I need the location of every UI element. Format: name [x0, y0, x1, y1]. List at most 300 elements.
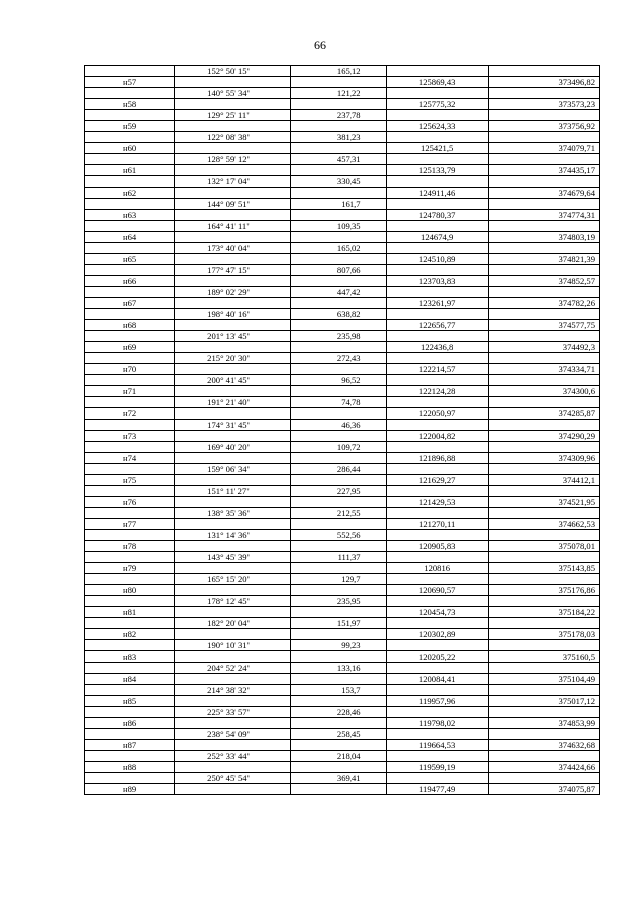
empty-cell	[175, 629, 291, 640]
empty-cell	[291, 651, 386, 662]
distance-cell: 109,35	[291, 220, 386, 231]
direction-angle-cell: 132° 17' 04"	[175, 176, 291, 187]
distance-cell: 218,04	[291, 750, 386, 761]
direction-angle-cell: 201° 13' 45"	[175, 331, 291, 342]
x-coordinate-cell: 125869,43	[386, 77, 488, 88]
empty-cell	[488, 154, 599, 165]
measurement-row	[85, 574, 600, 585]
empty-cell	[175, 209, 291, 220]
point-row	[85, 651, 600, 662]
y-coordinate-cell: 374300,6	[488, 386, 599, 397]
empty-cell	[175, 430, 291, 441]
point-name-cell: н73	[85, 430, 175, 441]
empty-cell	[488, 441, 599, 452]
empty-cell	[175, 165, 291, 176]
point-row	[85, 695, 600, 706]
direction-angle-cell: 131° 14' 36"	[175, 529, 291, 540]
y-coordinate-cell: 375184,22	[488, 607, 599, 618]
distance-cell: 212,55	[291, 507, 386, 518]
empty-cell	[175, 342, 291, 353]
y-coordinate-cell: 375017,12	[488, 695, 599, 706]
point-row	[85, 518, 600, 529]
y-coordinate-cell: 374285,87	[488, 408, 599, 419]
distance-cell: 99,23	[291, 640, 386, 651]
empty-cell	[386, 397, 488, 408]
empty-cell	[85, 552, 175, 563]
empty-cell	[175, 408, 291, 419]
empty-cell	[175, 496, 291, 507]
empty-cell	[386, 220, 488, 231]
empty-cell	[488, 397, 599, 408]
empty-cell	[386, 507, 488, 518]
empty-cell	[175, 541, 291, 552]
point-row	[85, 629, 600, 640]
empty-cell	[85, 176, 175, 187]
empty-cell	[85, 463, 175, 474]
measurement-row	[85, 397, 600, 408]
direction-angle-cell: 189° 02' 29"	[175, 286, 291, 297]
point-name-cell: н77	[85, 518, 175, 529]
measurement-row	[85, 242, 600, 253]
x-coordinate-cell: 119798,02	[386, 717, 488, 728]
measurement-row	[85, 485, 600, 496]
empty-cell	[85, 507, 175, 518]
x-coordinate-cell: 123703,83	[386, 275, 488, 286]
empty-cell	[175, 143, 291, 154]
empty-cell	[488, 286, 599, 297]
direction-angle-cell: 143° 45' 39"	[175, 552, 291, 563]
empty-cell	[85, 684, 175, 695]
y-coordinate-cell: 375160,5	[488, 651, 599, 662]
empty-cell	[85, 441, 175, 452]
x-coordinate-cell: 122214,57	[386, 364, 488, 375]
empty-cell	[175, 253, 291, 264]
empty-cell	[386, 132, 488, 143]
point-name-cell: н61	[85, 165, 175, 176]
measurement-row	[85, 441, 600, 452]
empty-cell	[291, 430, 386, 441]
x-coordinate-cell: 125775,32	[386, 99, 488, 110]
x-coordinate-cell: 120690,57	[386, 585, 488, 596]
y-coordinate-cell: 374075,87	[488, 784, 599, 795]
empty-cell	[488, 596, 599, 607]
direction-angle-cell: 169° 40' 20"	[175, 441, 291, 452]
y-coordinate-cell: 373756,92	[488, 121, 599, 132]
empty-cell	[175, 452, 291, 463]
point-row	[85, 187, 600, 198]
empty-cell	[85, 375, 175, 386]
distance-cell: 109,72	[291, 441, 386, 452]
empty-cell	[291, 563, 386, 574]
x-coordinate-cell: 122004,82	[386, 430, 488, 441]
point-row	[85, 408, 600, 419]
distance-cell: 286,44	[291, 463, 386, 474]
empty-cell	[488, 88, 599, 99]
point-row	[85, 342, 600, 353]
empty-cell	[488, 552, 599, 563]
point-row	[85, 77, 600, 88]
empty-cell	[85, 198, 175, 209]
y-coordinate-cell: 374424,66	[488, 761, 599, 772]
point-row	[85, 452, 600, 463]
point-row	[85, 386, 600, 397]
y-coordinate-cell: 374079,71	[488, 143, 599, 154]
empty-cell	[488, 662, 599, 673]
direction-angle-cell: 178° 12' 45"	[175, 596, 291, 607]
empty-cell	[488, 309, 599, 320]
empty-cell	[386, 618, 488, 629]
y-coordinate-cell: 375104,49	[488, 673, 599, 684]
point-name-cell: н87	[85, 739, 175, 750]
point-name-cell: н86	[85, 717, 175, 728]
point-name-cell: н80	[85, 585, 175, 596]
x-coordinate-cell: 120302,89	[386, 629, 488, 640]
point-row	[85, 474, 600, 485]
direction-angle-cell: 204° 52' 24"	[175, 662, 291, 673]
empty-cell	[386, 176, 488, 187]
x-coordinate-cell: 121429,53	[386, 496, 488, 507]
distance-cell: 165,12	[291, 66, 386, 77]
y-coordinate-cell: 375176,86	[488, 585, 599, 596]
measurement-row	[85, 463, 600, 474]
measurement-row	[85, 88, 600, 99]
empty-cell	[291, 474, 386, 485]
empty-cell	[386, 773, 488, 784]
x-coordinate-cell: 121629,27	[386, 474, 488, 485]
empty-cell	[291, 541, 386, 552]
y-coordinate-cell: 374334,71	[488, 364, 599, 375]
x-coordinate-cell: 122656,77	[386, 320, 488, 331]
distance-cell: 111,37	[291, 552, 386, 563]
x-coordinate-cell: 124674,9	[386, 231, 488, 242]
empty-cell	[488, 419, 599, 430]
empty-cell	[386, 706, 488, 717]
y-coordinate-cell: 374821,39	[488, 253, 599, 264]
point-name-cell: н76	[85, 496, 175, 507]
empty-cell	[386, 66, 488, 77]
measurement-row	[85, 331, 600, 342]
point-name-cell: н82	[85, 629, 175, 640]
empty-cell	[488, 110, 599, 121]
distance-cell: 235,98	[291, 331, 386, 342]
measurement-row	[85, 773, 600, 784]
empty-cell	[85, 773, 175, 784]
empty-cell	[175, 563, 291, 574]
x-coordinate-cell: 125421,5	[386, 143, 488, 154]
measurement-row	[85, 529, 600, 540]
empty-cell	[85, 529, 175, 540]
point-name-cell: н68	[85, 320, 175, 331]
direction-angle-cell: 129° 25' 11"	[175, 110, 291, 121]
direction-angle-cell: 151° 11' 27"	[175, 485, 291, 496]
empty-cell	[386, 728, 488, 739]
empty-cell	[386, 375, 488, 386]
point-row	[85, 99, 600, 110]
y-coordinate-cell: 373496,82	[488, 77, 599, 88]
distance-cell: 457,31	[291, 154, 386, 165]
direction-angle-cell: 159° 06' 34"	[175, 463, 291, 474]
measurement-row	[85, 552, 600, 563]
point-row	[85, 541, 600, 552]
point-name-cell: н83	[85, 651, 175, 662]
empty-cell	[85, 309, 175, 320]
measurement-row	[85, 198, 600, 209]
empty-cell	[85, 286, 175, 297]
empty-cell	[291, 784, 386, 795]
measurement-row	[85, 176, 600, 187]
measurement-row	[85, 419, 600, 430]
page-number: 66	[314, 38, 326, 52]
empty-cell	[85, 662, 175, 673]
measurement-row	[85, 640, 600, 651]
empty-cell	[291, 297, 386, 308]
distance-cell: 447,42	[291, 286, 386, 297]
point-row	[85, 231, 600, 242]
x-coordinate-cell: 120454,73	[386, 607, 488, 618]
empty-cell	[488, 574, 599, 585]
measurement-row	[85, 309, 600, 320]
empty-cell	[175, 275, 291, 286]
empty-cell	[85, 574, 175, 585]
distance-cell: 129,7	[291, 574, 386, 585]
direction-angle-cell: 173° 40' 04"	[175, 242, 291, 253]
y-coordinate-cell: 374521,95	[488, 496, 599, 507]
empty-cell	[488, 728, 599, 739]
empty-cell	[291, 739, 386, 750]
x-coordinate-cell: 123261,97	[386, 297, 488, 308]
point-row	[85, 165, 600, 176]
empty-cell	[85, 132, 175, 143]
empty-cell	[386, 552, 488, 563]
direction-angle-cell: 250° 45' 54"	[175, 773, 291, 784]
empty-cell	[386, 574, 488, 585]
direction-angle-cell: 177° 47' 15"	[175, 264, 291, 275]
point-name-cell: н58	[85, 99, 175, 110]
distance-cell: 235,95	[291, 596, 386, 607]
empty-cell	[291, 364, 386, 375]
x-coordinate-cell: 119957,96	[386, 695, 488, 706]
empty-cell	[85, 750, 175, 761]
distance-cell: 121,22	[291, 88, 386, 99]
empty-cell	[175, 77, 291, 88]
empty-cell	[386, 419, 488, 430]
y-coordinate-cell: 374492,3	[488, 342, 599, 353]
empty-cell	[291, 209, 386, 220]
empty-cell	[386, 110, 488, 121]
point-row	[85, 739, 600, 750]
measurement-row	[85, 110, 600, 121]
empty-cell	[291, 99, 386, 110]
empty-cell	[488, 618, 599, 629]
y-coordinate-cell: 374309,96	[488, 452, 599, 463]
empty-cell	[488, 750, 599, 761]
empty-cell	[291, 275, 386, 286]
y-coordinate-cell: 374662,53	[488, 518, 599, 529]
empty-cell	[386, 309, 488, 320]
empty-cell	[85, 88, 175, 99]
empty-cell	[175, 717, 291, 728]
point-name-cell: н89	[85, 784, 175, 795]
empty-cell	[175, 121, 291, 132]
empty-cell	[488, 529, 599, 540]
empty-cell	[291, 320, 386, 331]
y-coordinate-cell: 373573,23	[488, 99, 599, 110]
empty-cell	[291, 253, 386, 264]
empty-cell	[488, 463, 599, 474]
empty-cell	[386, 750, 488, 761]
empty-cell	[386, 331, 488, 342]
point-row	[85, 364, 600, 375]
point-row	[85, 253, 600, 264]
empty-cell	[291, 77, 386, 88]
x-coordinate-cell: 119599,19	[386, 761, 488, 772]
x-coordinate-cell: 120205,22	[386, 651, 488, 662]
empty-cell	[291, 496, 386, 507]
distance-cell: 272,43	[291, 353, 386, 364]
empty-cell	[175, 386, 291, 397]
measurement-row	[85, 706, 600, 717]
empty-cell	[488, 176, 599, 187]
empty-cell	[291, 761, 386, 772]
empty-cell	[175, 585, 291, 596]
y-coordinate-cell: 374853,99	[488, 717, 599, 728]
empty-cell	[386, 154, 488, 165]
empty-cell	[386, 353, 488, 364]
empty-cell	[386, 286, 488, 297]
empty-cell	[386, 264, 488, 275]
x-coordinate-cell: 119477,49	[386, 784, 488, 795]
direction-angle-cell: 140° 55' 34"	[175, 88, 291, 99]
empty-cell	[85, 485, 175, 496]
empty-cell	[291, 629, 386, 640]
empty-cell	[175, 231, 291, 242]
empty-cell	[386, 684, 488, 695]
empty-cell	[175, 297, 291, 308]
distance-cell: 227,95	[291, 485, 386, 496]
point-name-cell: н74	[85, 452, 175, 463]
empty-cell	[488, 132, 599, 143]
direction-angle-cell: 138° 35' 36"	[175, 507, 291, 518]
point-name-cell: н84	[85, 673, 175, 684]
distance-cell: 133,16	[291, 662, 386, 673]
direction-angle-cell: 190° 10' 31"	[175, 640, 291, 651]
empty-cell	[386, 441, 488, 452]
measurement-row	[85, 596, 600, 607]
empty-cell	[175, 474, 291, 485]
empty-cell	[175, 761, 291, 772]
point-name-cell: н85	[85, 695, 175, 706]
distance-cell: 552,56	[291, 529, 386, 540]
empty-cell	[85, 706, 175, 717]
empty-cell	[291, 695, 386, 706]
distance-cell: 228,46	[291, 706, 386, 717]
empty-cell	[291, 386, 386, 397]
distance-cell: 74,78	[291, 397, 386, 408]
point-name-cell: н66	[85, 275, 175, 286]
point-row	[85, 320, 600, 331]
empty-cell	[386, 662, 488, 673]
point-row	[85, 143, 600, 154]
empty-cell	[175, 99, 291, 110]
y-coordinate-cell: 375078,01	[488, 541, 599, 552]
empty-cell	[175, 695, 291, 706]
x-coordinate-cell: 121896,88	[386, 452, 488, 463]
empty-cell	[386, 529, 488, 540]
empty-cell	[175, 673, 291, 684]
empty-cell	[175, 651, 291, 662]
empty-cell	[291, 585, 386, 596]
measurement-row	[85, 66, 600, 77]
direction-angle-cell: 198° 40' 16"	[175, 309, 291, 320]
distance-cell: 330,45	[291, 176, 386, 187]
distance-cell: 165,02	[291, 242, 386, 253]
empty-cell	[175, 187, 291, 198]
empty-cell	[175, 739, 291, 750]
distance-cell: 46,36	[291, 419, 386, 430]
empty-cell	[85, 618, 175, 629]
empty-cell	[488, 375, 599, 386]
point-name-cell: н70	[85, 364, 175, 375]
empty-cell	[386, 198, 488, 209]
empty-cell	[291, 717, 386, 728]
empty-cell	[386, 242, 488, 253]
empty-cell	[488, 706, 599, 717]
point-name-cell: н88	[85, 761, 175, 772]
x-coordinate-cell: 124510,89	[386, 253, 488, 264]
empty-cell	[85, 728, 175, 739]
direction-angle-cell: 238° 54' 09"	[175, 728, 291, 739]
direction-angle-cell: 152° 50' 15"	[175, 66, 291, 77]
empty-cell	[488, 331, 599, 342]
empty-cell	[291, 121, 386, 132]
y-coordinate-cell: 374632,68	[488, 739, 599, 750]
measurement-row	[85, 375, 600, 386]
empty-cell	[488, 220, 599, 231]
empty-cell	[291, 607, 386, 618]
measurement-row	[85, 286, 600, 297]
measurement-row	[85, 662, 600, 673]
point-name-cell: н57	[85, 77, 175, 88]
empty-cell	[85, 264, 175, 275]
empty-cell	[85, 640, 175, 651]
empty-cell	[291, 143, 386, 154]
direction-angle-cell: 252° 33' 44"	[175, 750, 291, 761]
empty-cell	[85, 110, 175, 121]
distance-cell: 638,82	[291, 309, 386, 320]
y-coordinate-cell: 374435,17	[488, 165, 599, 176]
point-row	[85, 717, 600, 728]
point-name-cell: н67	[85, 297, 175, 308]
measurement-row	[85, 618, 600, 629]
empty-cell	[85, 397, 175, 408]
measurement-row	[85, 750, 600, 761]
distance-cell: 237,78	[291, 110, 386, 121]
empty-cell	[175, 364, 291, 375]
empty-cell	[488, 507, 599, 518]
direction-angle-cell: 191° 21' 40"	[175, 397, 291, 408]
empty-cell	[175, 320, 291, 331]
empty-cell	[386, 596, 488, 607]
empty-cell	[85, 220, 175, 231]
x-coordinate-cell: 122050,97	[386, 408, 488, 419]
direction-angle-cell: 182° 20' 04"	[175, 618, 291, 629]
empty-cell	[488, 485, 599, 496]
y-coordinate-cell: 374803,19	[488, 231, 599, 242]
empty-cell	[85, 353, 175, 364]
empty-cell	[291, 165, 386, 176]
empty-cell	[85, 66, 175, 77]
point-name-cell: н63	[85, 209, 175, 220]
